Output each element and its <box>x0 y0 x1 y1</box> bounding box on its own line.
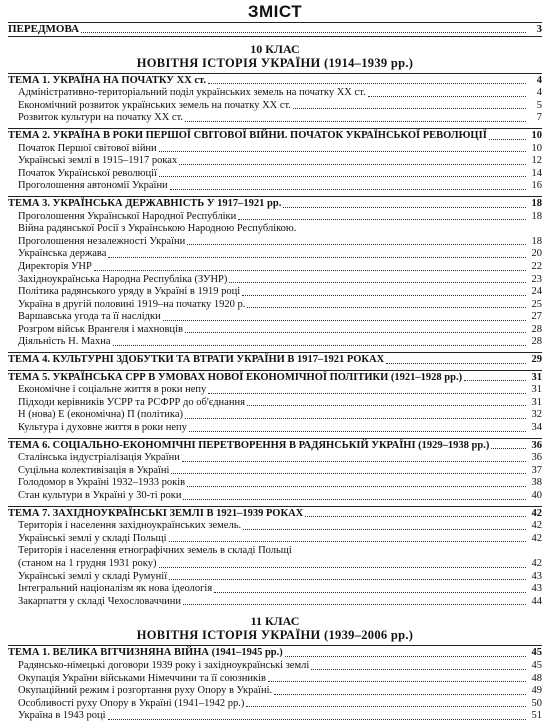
toc-item-row[interactable] <box>18 87 542 100</box>
toc-item-row[interactable] <box>18 533 542 546</box>
toc-item-row[interactable] <box>18 673 542 686</box>
toc-item-text: Війна радянської Росії з Українською Народною Республікою. <box>18 223 297 235</box>
topic-block <box>8 352 542 367</box>
toc-item-text: Початок Першої світової війни <box>18 142 157 154</box>
toc-item-row[interactable] <box>18 397 542 410</box>
topic-heading-row[interactable] <box>8 75 542 88</box>
toc-intro-row[interactable] <box>8 23 542 36</box>
topic-block <box>8 370 542 435</box>
toc-item-text: Західноукраїнська Народна Республіка (ЗУНР) <box>18 273 228 285</box>
toc-item-row[interactable] <box>18 248 542 261</box>
page-number: 3 <box>536 23 542 35</box>
dot-leader <box>185 418 526 419</box>
dot-leader <box>169 579 526 580</box>
toc-intro-label: ПЕРЕДМОВА <box>8 23 80 35</box>
toc-item-row[interactable] <box>18 336 542 349</box>
dot-leader <box>247 307 526 308</box>
toc-item-row[interactable] <box>18 571 542 584</box>
page-number: 32 <box>531 409 542 421</box>
page-number: 42 <box>531 532 542 544</box>
topic-block <box>8 128 542 193</box>
page-number: 4 <box>536 74 542 86</box>
page-number: 16 <box>531 180 542 192</box>
dot-leader <box>187 244 526 245</box>
toc-item-text: Н (нова) Е (економічна) П (політика) <box>18 409 184 421</box>
toc-item-text: Суцільна колективізація в Україні <box>18 464 170 476</box>
dot-leader <box>170 189 526 190</box>
toc-item-row[interactable] <box>18 409 542 422</box>
toc-item-text: Українські землі у складі Румунії <box>18 570 168 582</box>
section-heading <box>8 42 542 70</box>
toc-item-row[interactable] <box>18 520 542 533</box>
dot-leader <box>171 473 526 474</box>
page-number: 22 <box>531 260 542 272</box>
toc-item-text: Окупаційний режим і розгортання руху Опору в Україні. <box>18 685 273 697</box>
topic-heading-row[interactable] <box>8 130 542 143</box>
toc-item-row[interactable] <box>18 660 542 673</box>
topic-heading-row[interactable] <box>8 508 542 521</box>
dot-leader <box>368 96 526 97</box>
toc-item-text: Розгром військ Врангеля і махновців <box>18 323 183 335</box>
period-label: НОВІТНЯ ІСТОРІЯ УКРАЇНИ (1939–2006 рр.) <box>136 628 414 643</box>
page-number: 23 <box>531 273 542 285</box>
topic-heading-text: ТЕМА 7. ЗАХІДНОУКРАЇНСЬКІ ЗЕМЛІ В 1921–1939 РОКАХ <box>8 507 304 519</box>
topic-heading-text: ТЕМА 1. ВЕЛИКА ВІТЧИЗНЯНА ВІЙНА (1941–1945 рр.) <box>8 647 283 659</box>
topic-heading-text: ТЕМА 1. УКРАЇНА НА ПОЧАТКУ ХХ ст. <box>8 74 207 86</box>
toc-item-row[interactable] <box>18 180 542 193</box>
page-number: 50 <box>531 697 542 709</box>
toc-item-row[interactable] <box>18 261 542 274</box>
dot-leader <box>159 151 526 152</box>
topic-heading-text: ТЕМА 3. УКРАЇНСЬКА ДЕРЖАВНІСТЬ У 1917–1921 рр. <box>8 197 282 209</box>
topic-items <box>8 87 542 125</box>
topic-heading-row[interactable] <box>8 440 542 453</box>
topic-heading-row[interactable] <box>8 647 542 660</box>
page-number: 28 <box>531 336 542 348</box>
toc-item-text: Діяльність Н. Махна <box>18 336 111 348</box>
page-number: 25 <box>531 298 542 310</box>
page-number: 42 <box>531 557 542 569</box>
topic-heading-row[interactable] <box>8 372 542 385</box>
page-number: 12 <box>531 155 542 167</box>
topic-block <box>8 438 542 503</box>
dot-leader <box>182 461 526 462</box>
page-number: 10 <box>531 129 542 141</box>
dot-leader <box>179 164 526 165</box>
page-number: 42 <box>531 507 542 519</box>
dot-leader <box>159 176 526 177</box>
topic-items <box>8 384 542 434</box>
toc-item-row[interactable] <box>18 490 542 503</box>
toc-item-text: (станом на 1 грудня 1931 року) <box>18 557 157 569</box>
page-number: 36 <box>531 452 542 464</box>
dot-leader <box>208 83 526 84</box>
dot-leader <box>214 592 526 593</box>
dot-leader <box>285 656 526 657</box>
toc-item-row[interactable] <box>18 477 542 490</box>
page-number: 51 <box>531 710 542 722</box>
page-number: 36 <box>531 439 542 451</box>
toc-item-row[interactable] <box>18 311 542 324</box>
topic-heading-text: ТЕМА 6. СОЦІАЛЬНО-ЕКОНОМІЧНІ ПЕРЕТВОРЕННЯ В РАДЯНСЬКІЙ УКРАЇНІ (1929–1938 рр.) <box>8 439 490 451</box>
dot-leader <box>185 332 526 333</box>
dot-leader <box>283 207 526 208</box>
toc-item-text: Проголошення Української Народної Республіки <box>18 210 237 222</box>
dot-leader <box>305 516 526 517</box>
page-number: 31 <box>531 384 542 396</box>
toc-item-row[interactable] <box>18 100 542 113</box>
dot-leader <box>108 257 526 258</box>
toc-page <box>0 2 550 722</box>
toc-item-text: Директорія УНР <box>18 260 92 272</box>
topic-heading-text: ТЕМА 2. УКРАЇНА В РОКИ ПЕРШОЇ СВІТОВОЇ ВІЙНИ. ПОЧАТОК УКРАЇНСЬКОЇ РЕВОЛЮЦІЇ <box>8 129 487 141</box>
dot-leader <box>185 121 526 122</box>
toc-item-text: Закарпаття у складі Чехословаччини <box>18 595 182 607</box>
dot-leader <box>108 719 526 720</box>
topic-items <box>8 520 542 608</box>
toc-item-text: Українські землі у складі Польщі <box>18 532 167 544</box>
dot-leader <box>113 345 527 346</box>
topic-block <box>8 506 542 609</box>
toc-item-row[interactable] <box>18 465 542 478</box>
page-number: 48 <box>531 672 542 684</box>
dot-leader <box>238 219 526 220</box>
page-number: 27 <box>531 311 542 323</box>
page-number: 10 <box>531 142 542 154</box>
toc-item-row[interactable] <box>18 596 542 609</box>
toc-item-text: Україна в другій половині 1919–на початку 1920 р. <box>18 298 246 310</box>
toc-item-text: Особливості руху Опору в Україні (1941–1942 рр.) <box>18 697 245 709</box>
toc-item-row[interactable] <box>18 324 542 337</box>
dot-leader <box>183 499 526 500</box>
dot-leader <box>94 270 526 271</box>
toc-item-row[interactable] <box>18 211 542 224</box>
toc-item-text: Українська держава <box>18 248 107 260</box>
toc-item-text: Голодомор в Україні 1932–1933 років <box>18 477 186 489</box>
page-number: 42 <box>531 520 542 532</box>
toc-item-text: Стан культури в Україні у 30-ті роки <box>18 490 182 501</box>
toc-item-text: Культура і духовне життя в роки непу <box>18 422 187 434</box>
page-number: 34 <box>531 422 542 434</box>
dot-leader <box>489 139 526 140</box>
page-number: 20 <box>531 248 542 260</box>
toc-item-row[interactable] <box>18 299 542 312</box>
page-number: 49 <box>531 685 542 697</box>
page-number: 44 <box>531 595 542 607</box>
toc-item-text: Інтегральний націоналізм як нова ідеологія <box>18 583 213 595</box>
grade-label: 10 КЛАС <box>250 41 300 56</box>
toc-item-text: Радянсько-німецькі договори 1939 року і західноукраїнські землі <box>18 659 310 671</box>
toc-item-text: Сталінська індустріалізація України <box>18 452 180 464</box>
topic-items <box>8 211 542 350</box>
page-number: 28 <box>531 323 542 335</box>
divider <box>8 36 542 37</box>
page-number: 24 <box>531 286 542 298</box>
dot-leader <box>229 282 526 283</box>
toc-item-text: Українські землі в 1915–1917 роках <box>18 155 178 167</box>
dot-leader <box>159 567 527 568</box>
toc-item-row[interactable] <box>18 452 542 465</box>
dot-leader <box>246 706 526 707</box>
page-number: 29 <box>531 354 542 366</box>
toc-item-row[interactable] <box>18 286 542 299</box>
toc-item-row[interactable] <box>18 422 542 435</box>
toc-item-row[interactable] <box>18 558 542 571</box>
page-number: 14 <box>531 167 542 179</box>
toc-item-row[interactable] <box>18 545 542 558</box>
toc-item-row[interactable] <box>18 685 542 698</box>
toc-item-text: Економічне і соціальне життя в роки непу <box>18 384 207 396</box>
page-title: ЗМІСТ <box>247 2 303 21</box>
dot-leader <box>293 108 526 109</box>
toc-item-text: Політика радянського уряду в Україні в 1919 році <box>18 286 241 298</box>
page-number: 18 <box>531 197 542 209</box>
dot-leader <box>491 448 526 449</box>
toc-item-text: Територія і населення західноукраїнських земель. <box>18 520 242 532</box>
page-number: 5 <box>536 99 542 111</box>
toc-item-text: Україна в 1943 році <box>18 710 106 722</box>
topic-items <box>8 452 542 502</box>
dot-leader <box>163 320 526 321</box>
dot-leader <box>274 694 526 695</box>
dot-leader <box>242 295 526 296</box>
dot-leader <box>208 393 526 394</box>
topic-block <box>8 645 542 723</box>
toc-item-text: Адміністративно-територіальний поділ українських земель на початку ХХ ст. <box>18 87 366 99</box>
toc-item-text: Територія і населення етнографічних земель в складі Польщі <box>18 545 292 557</box>
page-number: 43 <box>531 583 542 595</box>
topic-heading-row[interactable] <box>8 198 542 211</box>
page-number: 31 <box>531 371 542 383</box>
dot-leader <box>81 32 526 33</box>
toc-item-text: Розвиток культури на початку ХХ ст. <box>18 112 184 124</box>
toc-item-row[interactable] <box>18 112 542 125</box>
dot-leader <box>311 669 526 670</box>
page-number: 40 <box>531 490 542 501</box>
dot-leader <box>169 541 526 542</box>
topic-heading-text: ТЕМА 4. КУЛЬТУРНІ ЗДОБУТКИ ТА ВТРАТИ УКРАЇНИ В 1917–1921 РОКАХ <box>8 354 385 366</box>
toc-item-text: Варшавська угода та її наслідки <box>18 311 161 323</box>
page-number: 45 <box>531 647 542 659</box>
toc-item-row[interactable] <box>18 223 542 236</box>
page-number: 7 <box>536 112 542 124</box>
topic-items <box>8 143 542 193</box>
toc-item-row[interactable] <box>18 710 542 723</box>
page-number: 4 <box>536 87 542 99</box>
topic-items <box>8 660 542 723</box>
page-number: 38 <box>531 477 542 489</box>
toc-item-text: Проголошення незалежності України <box>18 235 186 247</box>
toc-item-text: Початок Української революції <box>18 167 157 179</box>
dot-leader <box>464 380 526 381</box>
dot-leader <box>189 431 526 432</box>
toc-item-row[interactable] <box>18 143 542 156</box>
toc-item-row[interactable] <box>18 168 542 181</box>
dot-leader <box>187 486 526 487</box>
toc-item-row[interactable] <box>18 274 542 287</box>
toc-sections <box>8 42 542 723</box>
page-number: 43 <box>531 570 542 582</box>
toc-item-text: Економічний розвиток українських земель на початку ХХ ст. <box>18 99 291 111</box>
page-number: 37 <box>531 464 542 476</box>
toc-item-row[interactable] <box>18 384 542 397</box>
topic-heading-row[interactable] <box>8 354 542 367</box>
toc-item-row[interactable] <box>18 155 542 168</box>
page-number: 45 <box>531 659 542 671</box>
dot-leader <box>247 405 526 406</box>
topic-heading-text: ТЕМА 5. УКРАЇНСЬКА СРР В УМОВАХ НОВОЇ ЕКОНОМІЧНОЇ ПОЛІТИКИ (1921–1928 рр.) <box>8 371 463 383</box>
dot-leader <box>183 604 526 605</box>
grade-label: 11 КЛАС <box>250 614 300 629</box>
section-heading <box>8 614 542 642</box>
page-number: 31 <box>531 396 542 408</box>
toc-item-text: Підходи керівників УСРР та РСФРР до об'єднання <box>18 396 245 408</box>
topic-block <box>8 196 542 349</box>
toc-item-row[interactable] <box>18 236 542 249</box>
period-label: НОВІТНЯ ІСТОРІЯ УКРАЇНИ (1914–1939 рр.) <box>136 55 414 70</box>
page-number: 18 <box>531 235 542 247</box>
dot-leader <box>268 681 526 682</box>
toc-item-text: Окупація України військами Німеччини та її союзників <box>18 672 266 684</box>
page-number: 18 <box>531 210 542 222</box>
dot-leader <box>386 363 526 364</box>
toc-item-text: Проголошення автономії України <box>18 180 168 192</box>
topic-block <box>8 73 542 125</box>
toc-item-row[interactable] <box>18 583 542 596</box>
dot-leader <box>243 529 526 530</box>
